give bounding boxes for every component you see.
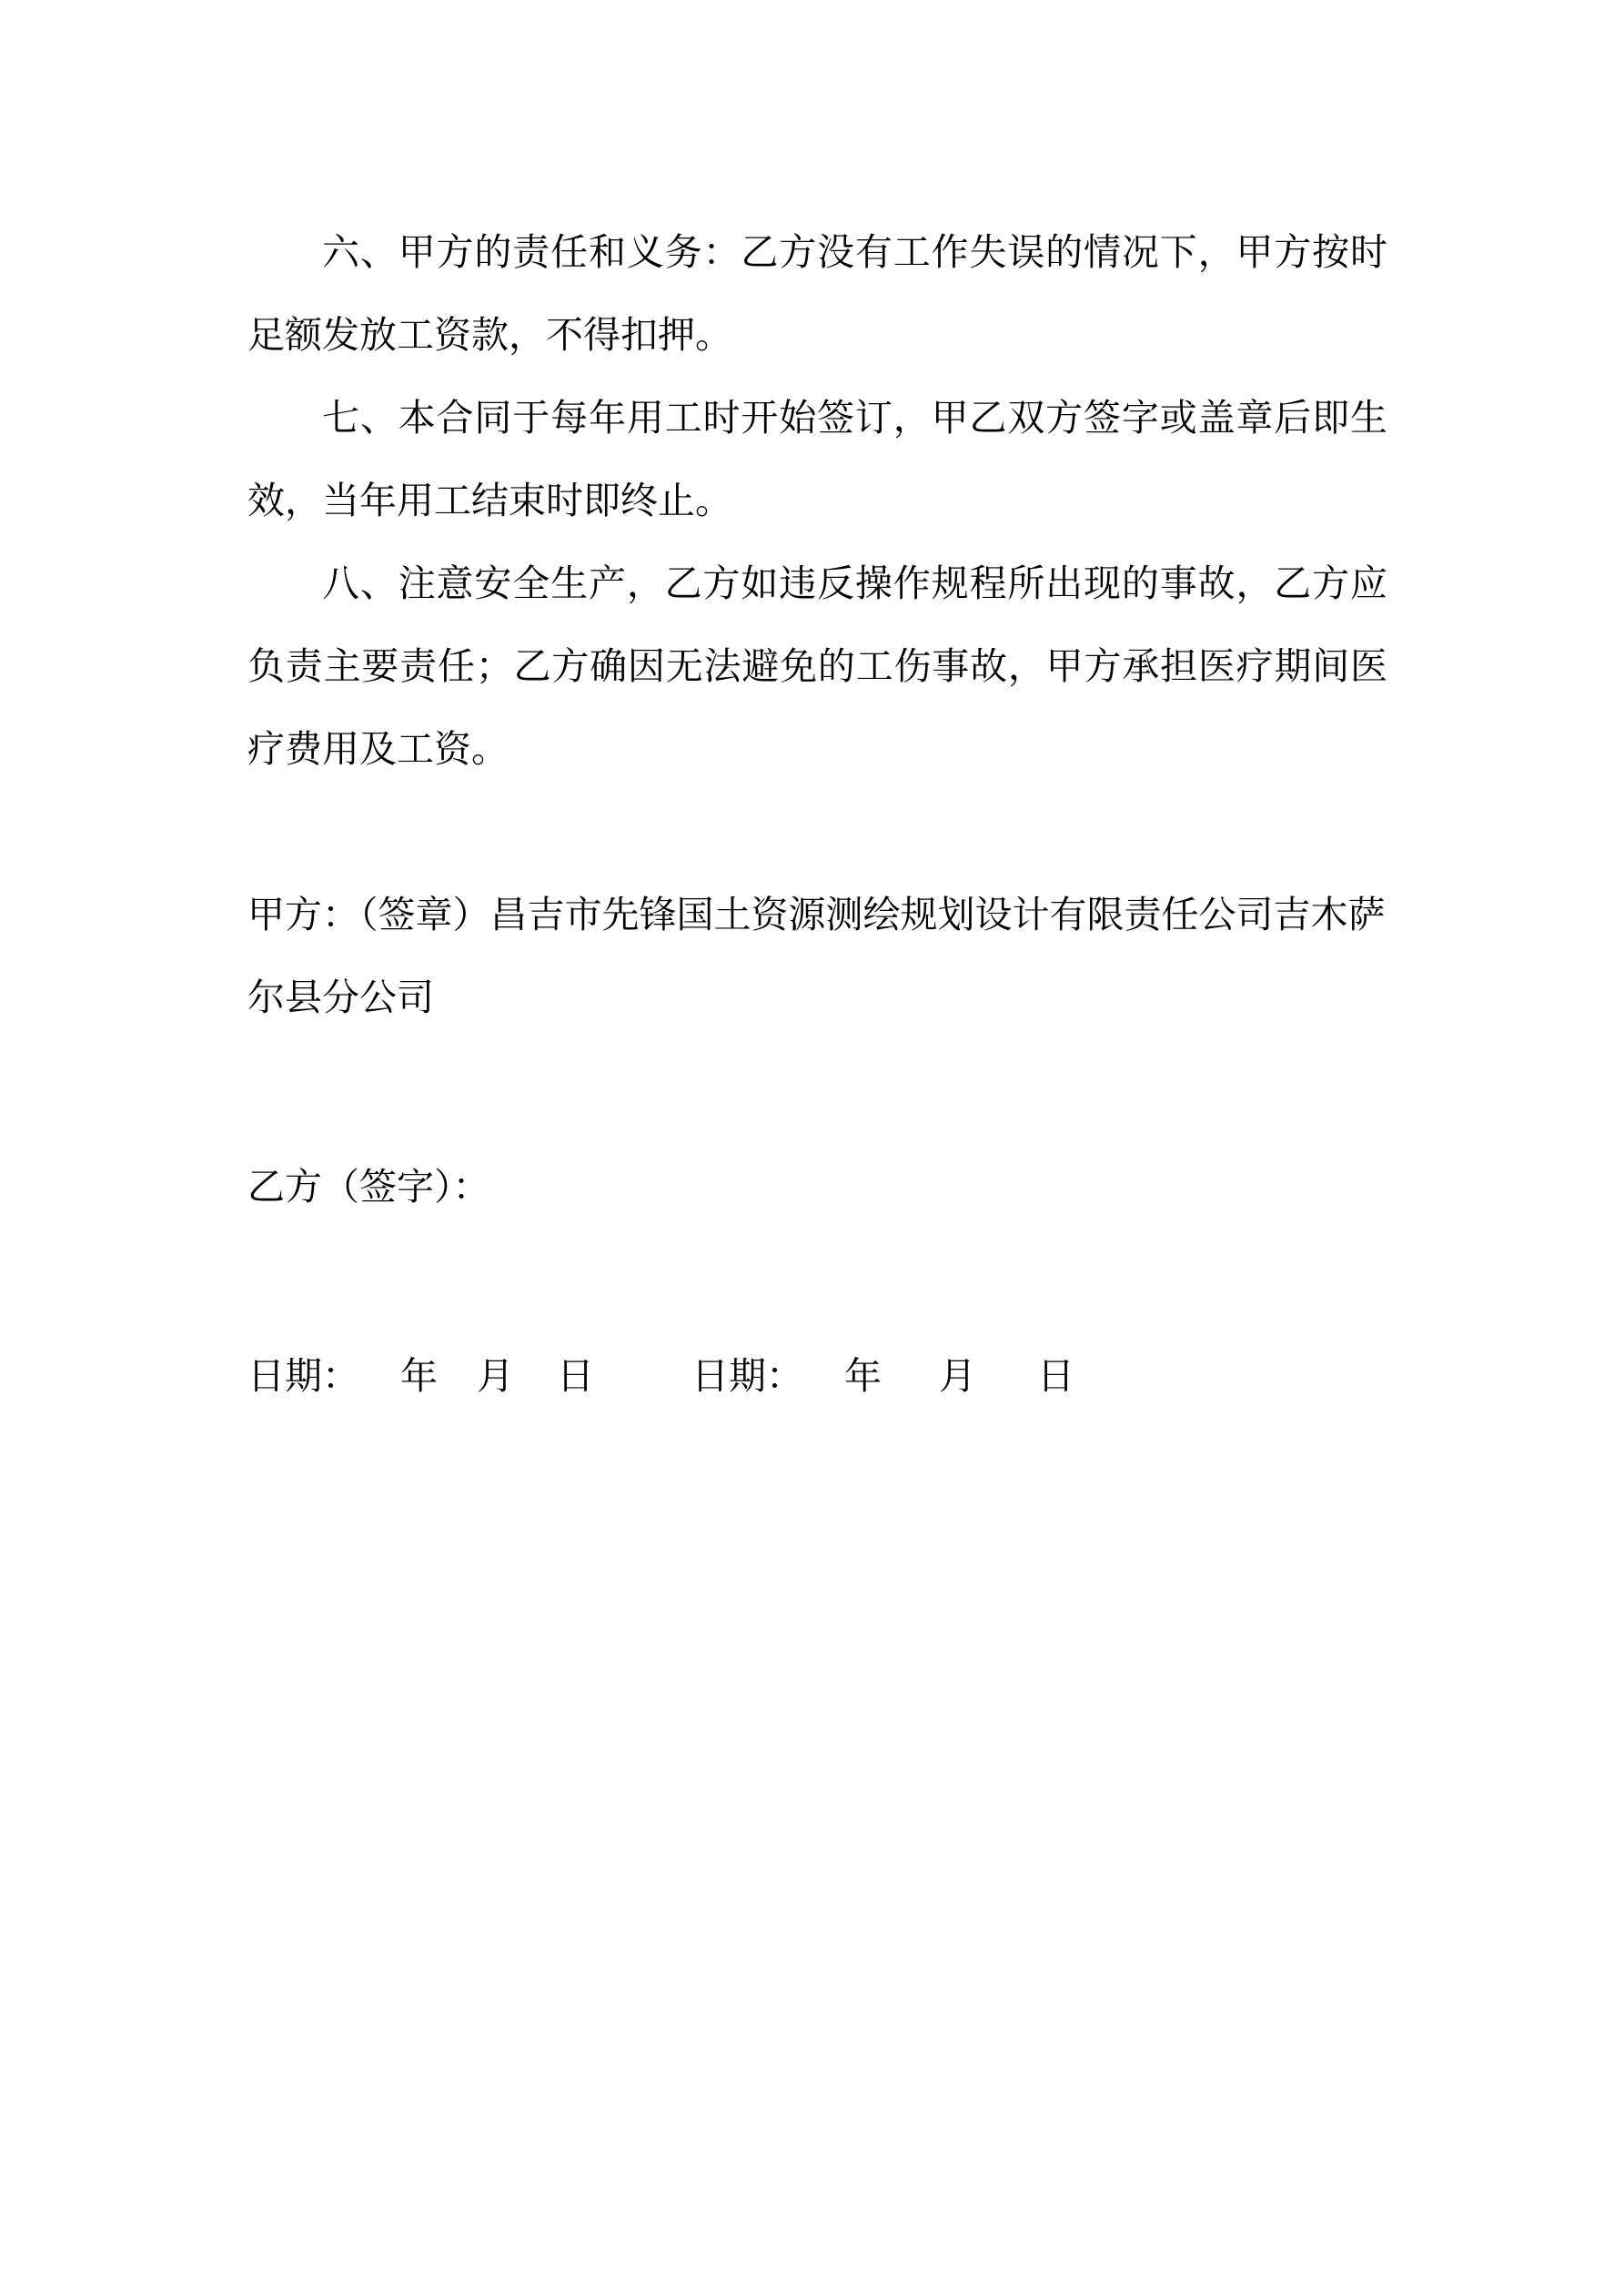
date-year-right: 年 — [844, 1354, 882, 1398]
date-month-right: 月 — [939, 1354, 976, 1398]
date-day-left: 日 — [557, 1354, 594, 1398]
date-label-right: 日期： — [691, 1354, 803, 1398]
party-a-signature: 甲方：（签章）昌吉市先锋国土资源测绘规划设计有限责任公司吉木萨尔县分公司 — [247, 893, 1386, 1019]
date-label-left: 日期： — [247, 1354, 359, 1398]
date-day-right: 日 — [1037, 1354, 1074, 1398]
party-b-signature: 乙方（签字）： — [247, 1165, 490, 1209]
clause-8: 八、注意安全生产，乙方如违反操作规程所出现的事故，乙方应负责主要责任；乙方确因无法避免的工伤事故，甲方承担医疗期间医疗费用及工资。 — [247, 561, 1387, 771]
date-year-left: 年 — [400, 1354, 438, 1398]
clause-7: 七、本合同于每年用工时开始签订，甲乙双方签字或盖章后即生效，当年用工结束时即终止。 — [247, 396, 1387, 522]
clause-6: 六、甲方的责任和义务：乙方没有工作失误的情况下，甲方按时足额发放工资款，不得扣押。 — [247, 230, 1387, 357]
date-month-left: 月 — [477, 1354, 514, 1398]
date-row — [247, 1335, 1387, 1418]
contract-body — [247, 211, 1387, 1418]
